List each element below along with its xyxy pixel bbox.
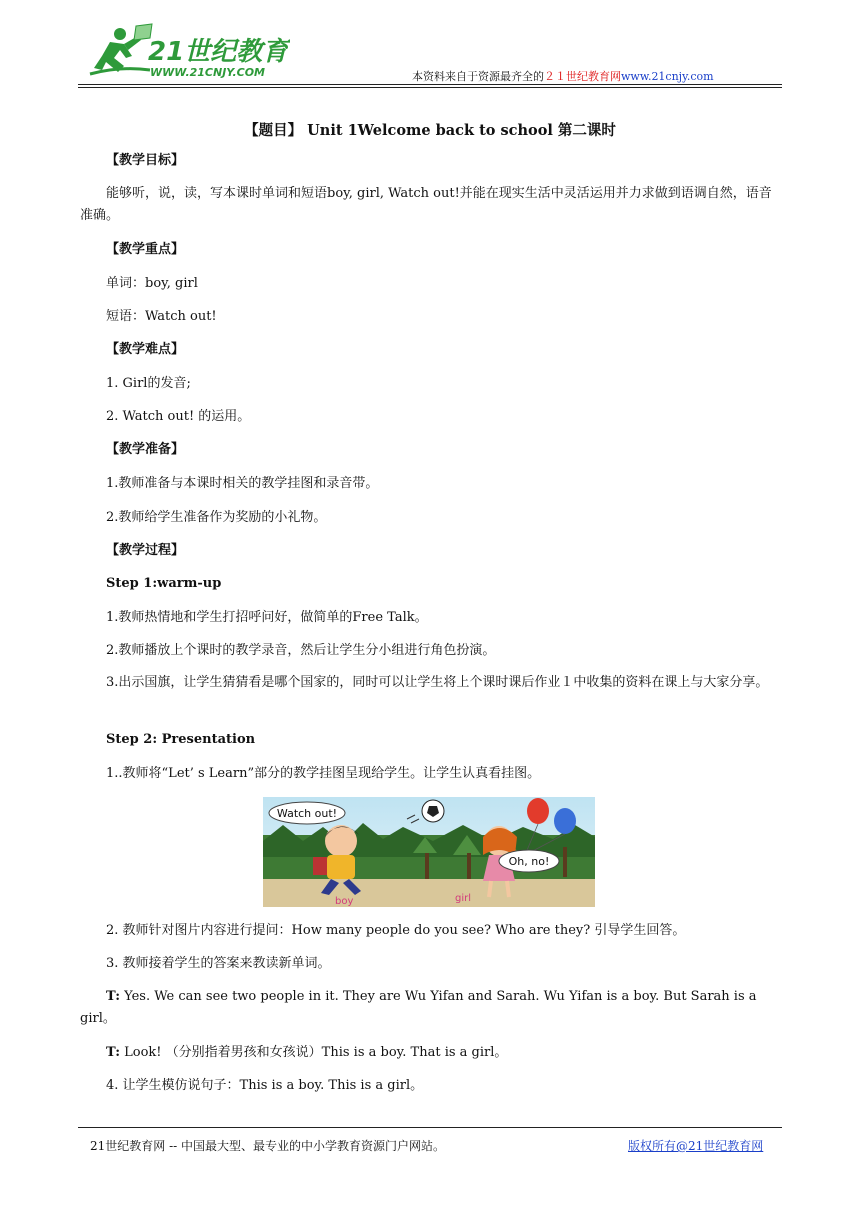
logo-url: WWW.21CNJY.COM — [150, 66, 265, 79]
dialog-1-text: Yes. We can see two people in it. They are Wu Yifan and Sarah. Wu Yifan is a boy. But Sarah is a girl。 — [80, 989, 757, 1026]
step1-item-1: 1.教师热情地和学生打招呼问好，做简单的Free Talk。 — [106, 610, 428, 625]
site-logo — [80, 22, 290, 84]
step1-item-3-paragraph — [80, 672, 782, 694]
dialog-1-speaker: T: — [106, 989, 121, 1004]
difficult-heading: 【教学难点】 — [106, 342, 185, 357]
header-source-url[interactable]: www.21cnjy.com — [621, 70, 714, 83]
step1-item-2: 2.教师播放上个课时的教学录音，然后让学生分小组进行角色扮演。 — [106, 643, 496, 658]
prep-item-1: 1.教师准备与本课时相关的教学挂图和录音带。 — [106, 476, 379, 491]
difficult-item-2: 2. Watch out! 的运用。 — [106, 409, 251, 424]
document-title: 【题目】 Unit 1Welcome back to school 第二课时 — [244, 122, 616, 139]
key-heading: 【教学重点】 — [106, 242, 185, 257]
header-source-site: ２１世纪教育网 — [544, 70, 621, 83]
dialog-2-speaker: T: — [106, 1045, 121, 1060]
label-boy: boy — [335, 896, 354, 907]
bubble-oh-no: Oh, no! — [508, 855, 550, 868]
runner-icon — [90, 24, 152, 74]
header-divider — [78, 87, 782, 88]
key-words: 单词：boy, girl — [106, 276, 198, 291]
step2-item-1: 1..教师将“Let’ s Learn”部分的教学挂图呈现给学生。让学生认真看挂图。 — [106, 766, 541, 781]
footer-divider — [78, 1127, 782, 1128]
prep-heading: 【教学准备】 — [106, 442, 185, 457]
header-source — [412, 68, 714, 84]
step2-item-3: 3. 教师接着学生的答案来教读新单词。 — [106, 956, 331, 971]
label-girl: girl — [455, 893, 472, 904]
header-source-prefix: 本资料来自于资源最齐全的 — [412, 70, 544, 83]
step1-heading: Step 1:warm-up — [106, 576, 222, 591]
dialog-1-paragraph — [80, 986, 782, 1030]
goal-text: 能够听，说，读，写本课时单词和短语boy, girl, Watch out!并能在现实生活中灵活运用并力求做到语调自然，语音准确。 — [80, 186, 772, 223]
difficult-item-1: 1. Girl的发音; — [106, 376, 191, 391]
lets-learn-illustration — [263, 797, 595, 907]
dialog-2-line — [106, 1044, 507, 1062]
step2-heading: Step 2: Presentation — [106, 732, 256, 747]
header-divider — [78, 84, 782, 85]
step2-item-2: 2. 教师针对图片内容进行提问：How many people do you see? Who are they? 引导学生回答。 — [106, 923, 686, 938]
logo-text: 21世纪教育 — [148, 37, 289, 67]
bubble-watch-out: Watch out! — [276, 807, 338, 820]
footer-copyright-link[interactable]: 版权所有@21世纪教育网 — [628, 1139, 764, 1153]
prep-item-2: 2.教师给学生准备作为奖励的小礼物。 — [106, 510, 327, 525]
key-phrase: 短语：Watch out! — [106, 309, 217, 324]
footer-left: 21世纪教育网 -- 中国最大型、最专业的中小学教育资源门户网站。 — [90, 1139, 446, 1153]
step1-item-3: 3.出示国旗，让学生猜猜看是哪个国家的，同时可以让学生将上个课时课后作业１中收集的资料在课上与大家分享。 — [106, 675, 769, 690]
dialog-2-text: Look! （分别指着男孩和女孩说）This is a boy. That is a girl。 — [120, 1045, 508, 1060]
process-heading: 【教学过程】 — [106, 543, 185, 558]
goal-heading: 【教学目标】 — [106, 153, 185, 168]
step2-item-4: 4. 让学生模仿说句子：This is a boy. This is a girl。 — [106, 1078, 424, 1093]
goal-paragraph — [80, 183, 782, 227]
